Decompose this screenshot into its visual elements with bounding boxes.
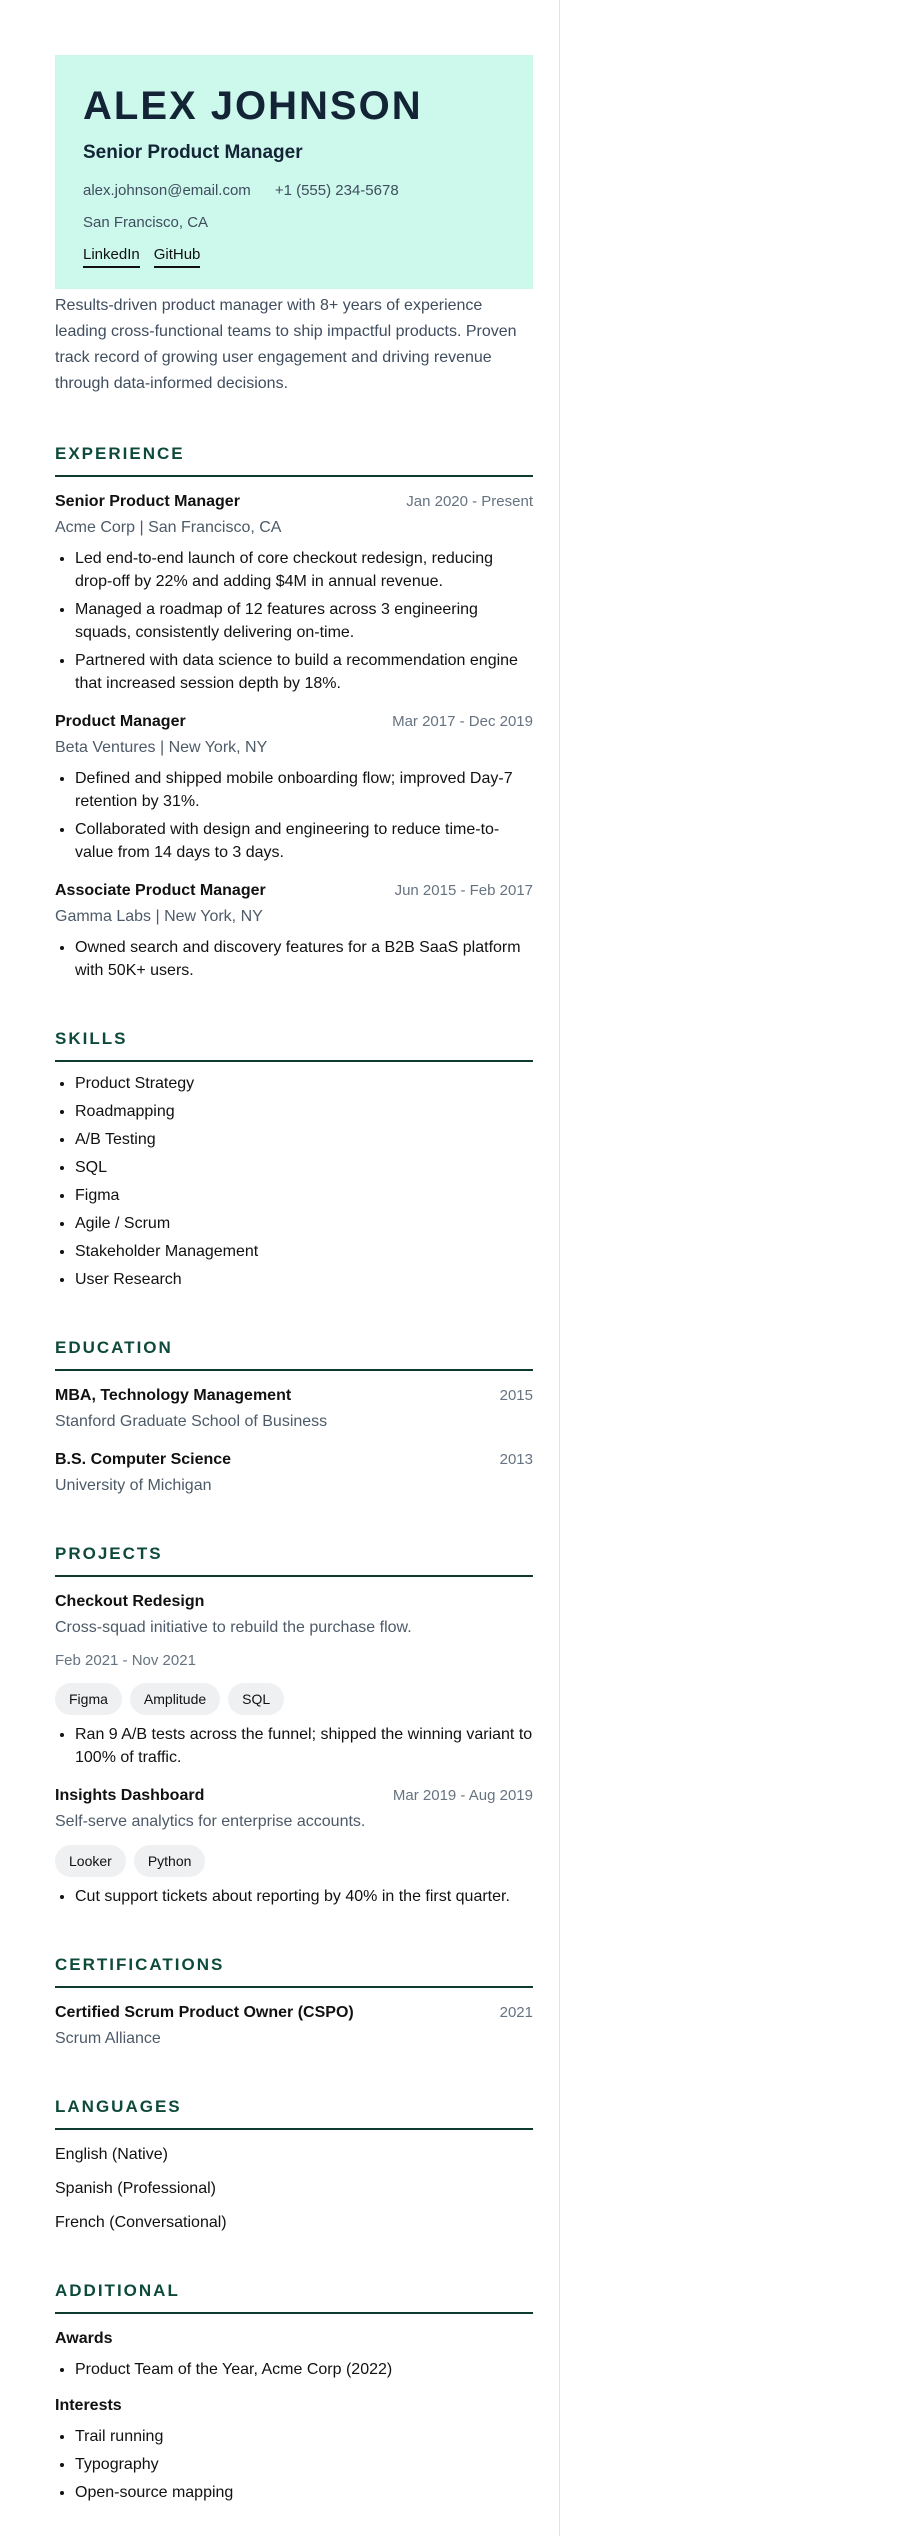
tag-chip: Figma bbox=[55, 1683, 122, 1715]
degree-year: 2013 bbox=[499, 1451, 533, 1468]
section-title-experience: EXPERIENCE bbox=[55, 443, 533, 477]
candidate-role: Senior Product Manager bbox=[83, 142, 303, 163]
school-name: University of Michigan bbox=[55, 1477, 212, 1494]
section-title-additional: ADDITIONAL bbox=[55, 2280, 533, 2314]
skill-item: • Agile / Scrum bbox=[75, 1212, 533, 1235]
project-date: Feb 2021 - Nov 2021 bbox=[55, 1652, 196, 1669]
tag-chip: Python bbox=[134, 1845, 206, 1877]
skill-item: • Figma bbox=[75, 1184, 533, 1207]
certification-entry bbox=[55, 2002, 533, 2050]
resume-header bbox=[55, 55, 533, 289]
tag-chip: Looker bbox=[55, 1845, 126, 1877]
skill-item: • A/B Testing bbox=[75, 1128, 533, 1151]
tag-chip: Amplitude bbox=[130, 1683, 220, 1715]
skill-item: • User Research bbox=[75, 1268, 533, 1291]
job-company: Acme Corp | San Francisco, CA bbox=[55, 519, 282, 536]
job-title: Senior Product Manager bbox=[55, 493, 240, 510]
skill-item: • Product Strategy bbox=[75, 1072, 533, 1095]
resume-content bbox=[55, 55, 533, 2509]
github-link[interactable]: GitHub bbox=[154, 245, 201, 268]
certification-year: 2021 bbox=[499, 2004, 533, 2021]
awards-heading: Awards bbox=[55, 2330, 113, 2347]
project-date: Mar 2019 - Aug 2019 bbox=[392, 1787, 533, 1804]
phone-text[interactable]: +1 (555) 234-5678 bbox=[274, 182, 399, 199]
candidate-name: ALEX JOHNSON bbox=[83, 84, 423, 128]
job-bullets bbox=[55, 936, 533, 982]
interest-item: • Typography bbox=[75, 2453, 533, 2476]
contact-row bbox=[83, 181, 505, 201]
section-title-certifications: CERTIFICATIONS bbox=[55, 1954, 533, 1988]
project-bullets bbox=[55, 1723, 533, 1769]
project-name: Insights Dashboard bbox=[55, 1787, 205, 1804]
award-item: • Product Team of the Year, Acme Corp (2022) bbox=[75, 2358, 533, 2381]
language-item: English (Native) bbox=[55, 2146, 168, 2163]
certification-name: Certified Scrum Product Owner (CSPO) bbox=[55, 2004, 354, 2021]
language-item: Spanish (Professional) bbox=[55, 2180, 216, 2197]
project-tags bbox=[55, 1845, 533, 1877]
experience-entry bbox=[55, 491, 533, 695]
job-bullet: • Led end-to-end launch of core checkout redesign, reducing drop-off by 22% and adding $4M in annual revenue. bbox=[75, 547, 533, 593]
section-title-projects: PROJECTS bbox=[55, 1543, 533, 1577]
job-date: Mar 2017 - Dec 2019 bbox=[392, 713, 533, 730]
skills-list bbox=[55, 1072, 533, 1291]
job-company: Beta Ventures | New York, NY bbox=[55, 739, 268, 756]
degree-title: B.S. Computer Science bbox=[55, 1451, 232, 1468]
interests-heading: Interests bbox=[55, 2397, 122, 2414]
job-bullets bbox=[55, 767, 533, 864]
job-title: Associate Product Manager bbox=[55, 882, 266, 899]
job-date: Jun 2015 - Feb 2017 bbox=[394, 882, 533, 899]
experience-entry bbox=[55, 880, 533, 982]
job-bullet: • Partnered with data science to build a recommendation engine that increased session depth by 18%. bbox=[75, 649, 533, 695]
school-name: Stanford Graduate School of Business bbox=[55, 1413, 328, 1430]
language-item: French (Conversational) bbox=[55, 2214, 227, 2231]
education-entry bbox=[55, 1385, 533, 1433]
tag-chip: SQL bbox=[228, 1683, 284, 1715]
project-entry bbox=[55, 1785, 533, 1908]
job-bullet: • Collaborated with design and engineering to reduce time-to-value from 14 days to 3 days. bbox=[75, 818, 533, 864]
job-bullets bbox=[55, 547, 533, 695]
location-text: San Francisco, CA bbox=[83, 214, 209, 231]
project-description: Cross-squad initiative to rebuild the purchase flow. bbox=[55, 1619, 412, 1636]
email-text[interactable]: alex.johnson@email.com bbox=[83, 182, 251, 199]
job-title: Product Manager bbox=[55, 713, 186, 730]
experience-entry bbox=[55, 711, 533, 864]
project-entry bbox=[55, 1591, 533, 1769]
job-bullet: • Defined and shipped mobile onboarding flow; improved Day-7 retention by 31%. bbox=[75, 767, 533, 813]
skill-item: • SQL bbox=[75, 1156, 533, 1179]
summary-text: Results-driven product manager with 8+ years of experience leading cross-functional teams to ship impactful products. Proven track record of growing user engagement and driving revenue through data-informed decisions. bbox=[55, 297, 517, 392]
section-title-education: EDUCATION bbox=[55, 1337, 533, 1371]
project-bullet: • Ran 9 A/B tests across the funnel; shipped the winning variant to 100% of traffic. bbox=[75, 1723, 533, 1769]
job-bullet: • Managed a roadmap of 12 features across 3 engineering squads, consistently delivering on-time. bbox=[75, 598, 533, 644]
project-tags bbox=[55, 1683, 533, 1715]
job-date: Jan 2020 - Present bbox=[406, 493, 533, 510]
project-description: Self-serve analytics for enterprise accounts. bbox=[55, 1813, 366, 1830]
awards-list bbox=[55, 2358, 533, 2381]
degree-title: MBA, Technology Management bbox=[55, 1387, 292, 1404]
interest-item: • Trail running bbox=[75, 2425, 533, 2448]
section-title-languages: LANGUAGES bbox=[55, 2096, 533, 2130]
skill-item: • Stakeholder Management bbox=[75, 1240, 533, 1263]
project-name: Checkout Redesign bbox=[55, 1593, 205, 1610]
languages-list bbox=[55, 2144, 533, 2234]
job-company: Gamma Labs | New York, NY bbox=[55, 908, 263, 925]
project-bullet: • Cut support tickets about reporting by 40% in the first quarter. bbox=[75, 1885, 533, 1908]
profile-links bbox=[83, 245, 505, 268]
job-bullet: • Owned search and discovery features for a B2B SaaS platform with 50K+ users. bbox=[75, 936, 533, 982]
interest-item: • Open-source mapping bbox=[75, 2481, 533, 2504]
degree-year: 2015 bbox=[499, 1387, 533, 1404]
certification-issuer: Scrum Alliance bbox=[55, 2030, 161, 2047]
skill-item: • Roadmapping bbox=[75, 1100, 533, 1123]
section-title-skills: SKILLS bbox=[55, 1028, 533, 1062]
education-entry bbox=[55, 1449, 533, 1497]
interests-list bbox=[55, 2425, 533, 2504]
project-bullets bbox=[55, 1885, 533, 1908]
linkedin-link[interactable]: LinkedIn bbox=[83, 245, 140, 268]
